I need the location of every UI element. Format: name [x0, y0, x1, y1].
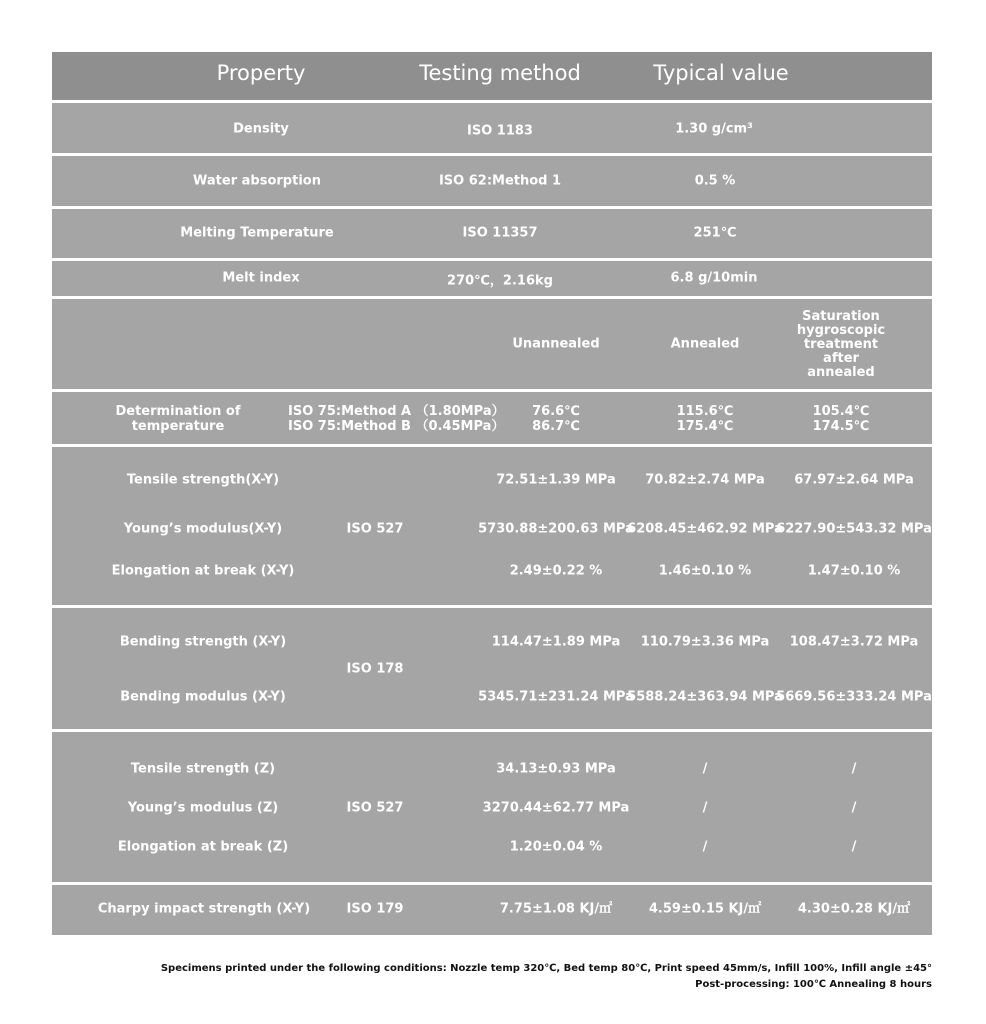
tensile-strength-xy-property: Tensile strength(X-Y)	[126, 472, 280, 488]
header-typical-value: Typical value	[653, 61, 789, 85]
tensile-strength-xy-saturation: 67.97±2.64 MPa	[794, 472, 914, 488]
youngs-modulus-xy-annealed: 6208.45±462.92 MPa	[627, 521, 783, 537]
youngs-modulus-z-annealed: /	[702, 800, 708, 816]
elongation-z-property: Elongation at break (Z)	[117, 839, 289, 855]
youngs-modulus-z-unannealed: 3270.44±62.77 MPa	[482, 800, 630, 816]
charpy-property: Charpy impact strength (X-Y)	[97, 901, 311, 917]
charpy-unannealed: 7.75±1.08 KJ/㎡	[499, 901, 613, 917]
bending-strength-annealed: 110.79±3.36 MPa	[640, 634, 770, 650]
header-property: Property	[216, 61, 306, 85]
youngs-modulus-z-property: Young’s modulus (Z)	[127, 800, 279, 816]
hdt-property: Determination of temperature	[115, 404, 241, 434]
subheader-saturation: Saturation hygroscopic treatment after annealed	[796, 309, 886, 380]
charpy-saturation: 4.30±0.28 KJ/㎡	[797, 901, 911, 917]
elongation-xy-saturation: 1.47±0.10 %	[807, 563, 901, 579]
melting-temperature-method: ISO 11357	[462, 225, 538, 241]
tensile-strength-z-unannealed: 34.13±0.93 MPa	[496, 761, 616, 777]
bending-strength-unannealed: 114.47±1.89 MPa	[491, 634, 621, 650]
elongation-z-saturation: /	[851, 839, 857, 855]
bending-strength-property: Bending strength (X-Y)	[119, 634, 287, 650]
youngs-modulus-z-saturation: /	[851, 800, 857, 816]
subheader-unannealed: Unannealed	[512, 336, 600, 352]
hdt-methods: ISO 75:Method A （1.80MPa） ISO 75:Method B （0.45MPa）	[288, 404, 505, 434]
melting-temperature-value: 251℃	[693, 225, 737, 241]
subheader-annealed: Annealed	[670, 336, 740, 352]
tensile-z-block	[52, 732, 932, 882]
elongation-z-unannealed: 1.20±0.04 %	[509, 839, 603, 855]
density-method: ISO 1183	[467, 123, 533, 139]
row-heat-deflection-temperature	[52, 392, 932, 444]
youngs-modulus-xy-property: Young’s modulus(X-Y)	[123, 521, 283, 537]
table-header	[52, 52, 932, 100]
tensile-strength-xy-unannealed: 72.51±1.39 MPa	[496, 472, 616, 488]
row-melting-temperature	[52, 209, 932, 258]
youngs-modulus-xy-saturation: 6227.90±543.32 MPa	[776, 521, 932, 537]
bending-modulus-property: Bending modulus (X-Y)	[120, 689, 286, 705]
bending-modulus-unannealed: 5345.71±231.24 MPa	[478, 689, 634, 705]
elongation-xy-annealed: 1.46±0.10 %	[658, 563, 752, 579]
hdt-unannealed: 76.6℃ 86.7℃	[532, 404, 580, 434]
elongation-z-annealed: /	[702, 839, 708, 855]
tensile-strength-z-saturation: /	[851, 761, 857, 777]
melting-temperature-property: Melting Temperature	[180, 225, 334, 241]
density-property: Density	[233, 121, 289, 137]
tensile-strength-z-property: Tensile strength (Z)	[130, 761, 276, 777]
tensile-xy-block	[52, 447, 932, 605]
footnote-post-processing: Post-processing: 100℃ Annealing 8 hours	[695, 979, 932, 990]
row-melt-index	[52, 261, 932, 296]
row-charpy-impact	[52, 885, 932, 935]
hdt-annealed: 115.6℃ 175.4℃	[676, 404, 734, 434]
tensile-xy-method: ISO 527	[346, 521, 404, 537]
bending-modulus-annealed: 5588.24±363.94 MPa	[627, 689, 783, 705]
bending-strength-saturation: 108.47±3.72 MPa	[789, 634, 919, 650]
tensile-strength-z-annealed: /	[702, 761, 708, 777]
hdt-saturation: 105.4℃ 174.5℃	[812, 404, 870, 434]
bending-block	[52, 608, 932, 729]
bending-modulus-saturation: 5669.56±333.24 MPa	[776, 689, 932, 705]
header-testing-method: Testing method	[419, 61, 581, 85]
tensile-z-method: ISO 527	[346, 800, 404, 816]
charpy-annealed: 4.59±0.15 KJ/㎡	[648, 901, 762, 917]
youngs-modulus-xy-unannealed: 5730.88±200.63 MPa	[478, 521, 634, 537]
annealing-subheader	[52, 299, 932, 389]
charpy-method: ISO 179	[346, 901, 404, 917]
melt-index-value: 6.8 g/10min	[670, 270, 758, 286]
elongation-xy-unannealed: 2.49±0.22 %	[509, 563, 603, 579]
water-absorption-property: Water absorption	[193, 173, 321, 189]
tensile-strength-xy-annealed: 70.82±2.74 MPa	[645, 472, 765, 488]
elongation-xy-property: Elongation at break (X-Y)	[111, 563, 295, 579]
melt-index-method: 270℃，2.16kg	[447, 273, 553, 289]
row-density	[52, 103, 932, 153]
density-value: 1.30 g/cm³	[675, 121, 753, 137]
bending-method: ISO 178	[346, 661, 404, 677]
melt-index-property: Melt index	[222, 270, 300, 286]
footnote-print-conditions: Specimens printed under the following conditions: Nozzle temp 320℃, Bed temp 80℃, Print speed 45mm/s, Infill 100%, Infill angle ±45°	[160, 963, 932, 974]
water-absorption-method: ISO 62:Method 1	[438, 173, 562, 189]
water-absorption-value: 0.5 %	[694, 173, 736, 189]
row-water-absorption	[52, 156, 932, 206]
